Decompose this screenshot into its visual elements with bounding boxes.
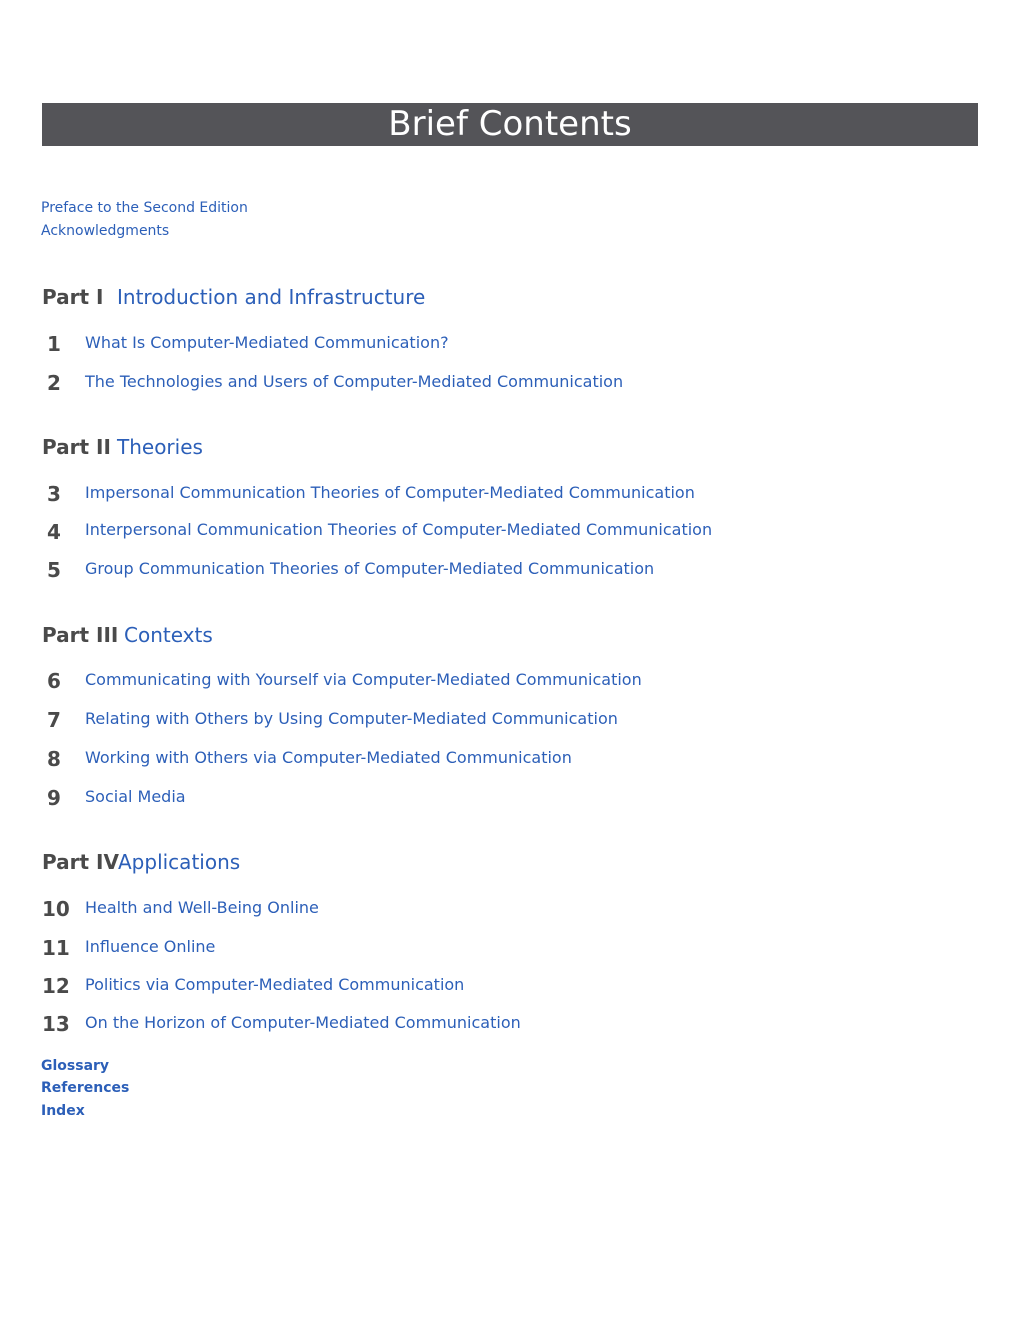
- part-label: Part II: [42, 435, 111, 459]
- toc-link-acknowledgments[interactable]: Acknowledgments: [41, 223, 170, 239]
- chapter-number: 11: [42, 936, 70, 960]
- part-label: Part III: [42, 623, 119, 647]
- toc-link-preface[interactable]: Preface to the Second Edition: [41, 200, 248, 216]
- chapter-number: 5: [47, 558, 61, 582]
- chapter-number: 10: [42, 897, 70, 921]
- chapter-number: 1: [47, 332, 61, 356]
- chapter-number: 9: [47, 786, 61, 810]
- page-title: Brief Contents: [42, 103, 978, 146]
- chapter-number: 3: [47, 482, 61, 506]
- chapter-number: 8: [47, 747, 61, 771]
- chapter-link[interactable]: Working with Others via Computer-Mediated Communication: [85, 748, 572, 767]
- chapter-link[interactable]: Politics via Computer-Mediated Communication: [85, 975, 465, 994]
- chapter-link[interactable]: Impersonal Communication Theories of Computer-Mediated Communication: [85, 483, 695, 502]
- chapter-number: 2: [47, 371, 61, 395]
- toc-link-index[interactable]: Index: [41, 1103, 85, 1119]
- chapter-number: 4: [47, 520, 61, 544]
- toc-link-references[interactable]: References: [41, 1080, 130, 1096]
- chapter-link[interactable]: Group Communication Theories of Computer-Mediated Communication: [85, 559, 655, 578]
- chapter-number: 12: [42, 974, 70, 998]
- chapter-link[interactable]: Influence Online: [85, 937, 216, 956]
- part-title-link[interactable]: Theories: [117, 435, 203, 459]
- chapter-link[interactable]: Relating with Others by Using Computer-Mediated Communication: [85, 709, 618, 728]
- toc-link-glossary[interactable]: Glossary: [41, 1058, 110, 1074]
- chapter-number: 13: [42, 1012, 70, 1036]
- chapter-link[interactable]: Health and Well-Being Online: [85, 898, 319, 917]
- part-heading-4: [42, 850, 240, 874]
- chapter-link[interactable]: On the Horizon of Computer-Mediated Communication: [85, 1013, 521, 1032]
- part-label: Part IV: [42, 850, 119, 874]
- chapter-number: 7: [47, 708, 61, 732]
- chapter-link[interactable]: Social Media: [85, 787, 186, 806]
- part-title-link[interactable]: Applications: [118, 850, 241, 874]
- chapter-link[interactable]: Interpersonal Communication Theories of Computer-Mediated Communication: [85, 520, 713, 539]
- part-heading-3: [42, 623, 213, 647]
- part-title-link[interactable]: Introduction and Infrastructure: [117, 285, 426, 309]
- part-heading-2: [42, 435, 203, 459]
- part-heading-1: [42, 285, 425, 309]
- chapter-number: 6: [47, 669, 61, 693]
- part-label: Part I: [42, 285, 104, 309]
- chapter-link[interactable]: What Is Computer-Mediated Communication?: [85, 333, 449, 352]
- chapter-link[interactable]: Communicating with Yourself via Computer-Mediated Communication: [85, 670, 642, 689]
- part-title-link[interactable]: Contexts: [124, 623, 213, 647]
- chapter-link[interactable]: The Technologies and Users of Computer-Mediated Communication: [85, 372, 624, 391]
